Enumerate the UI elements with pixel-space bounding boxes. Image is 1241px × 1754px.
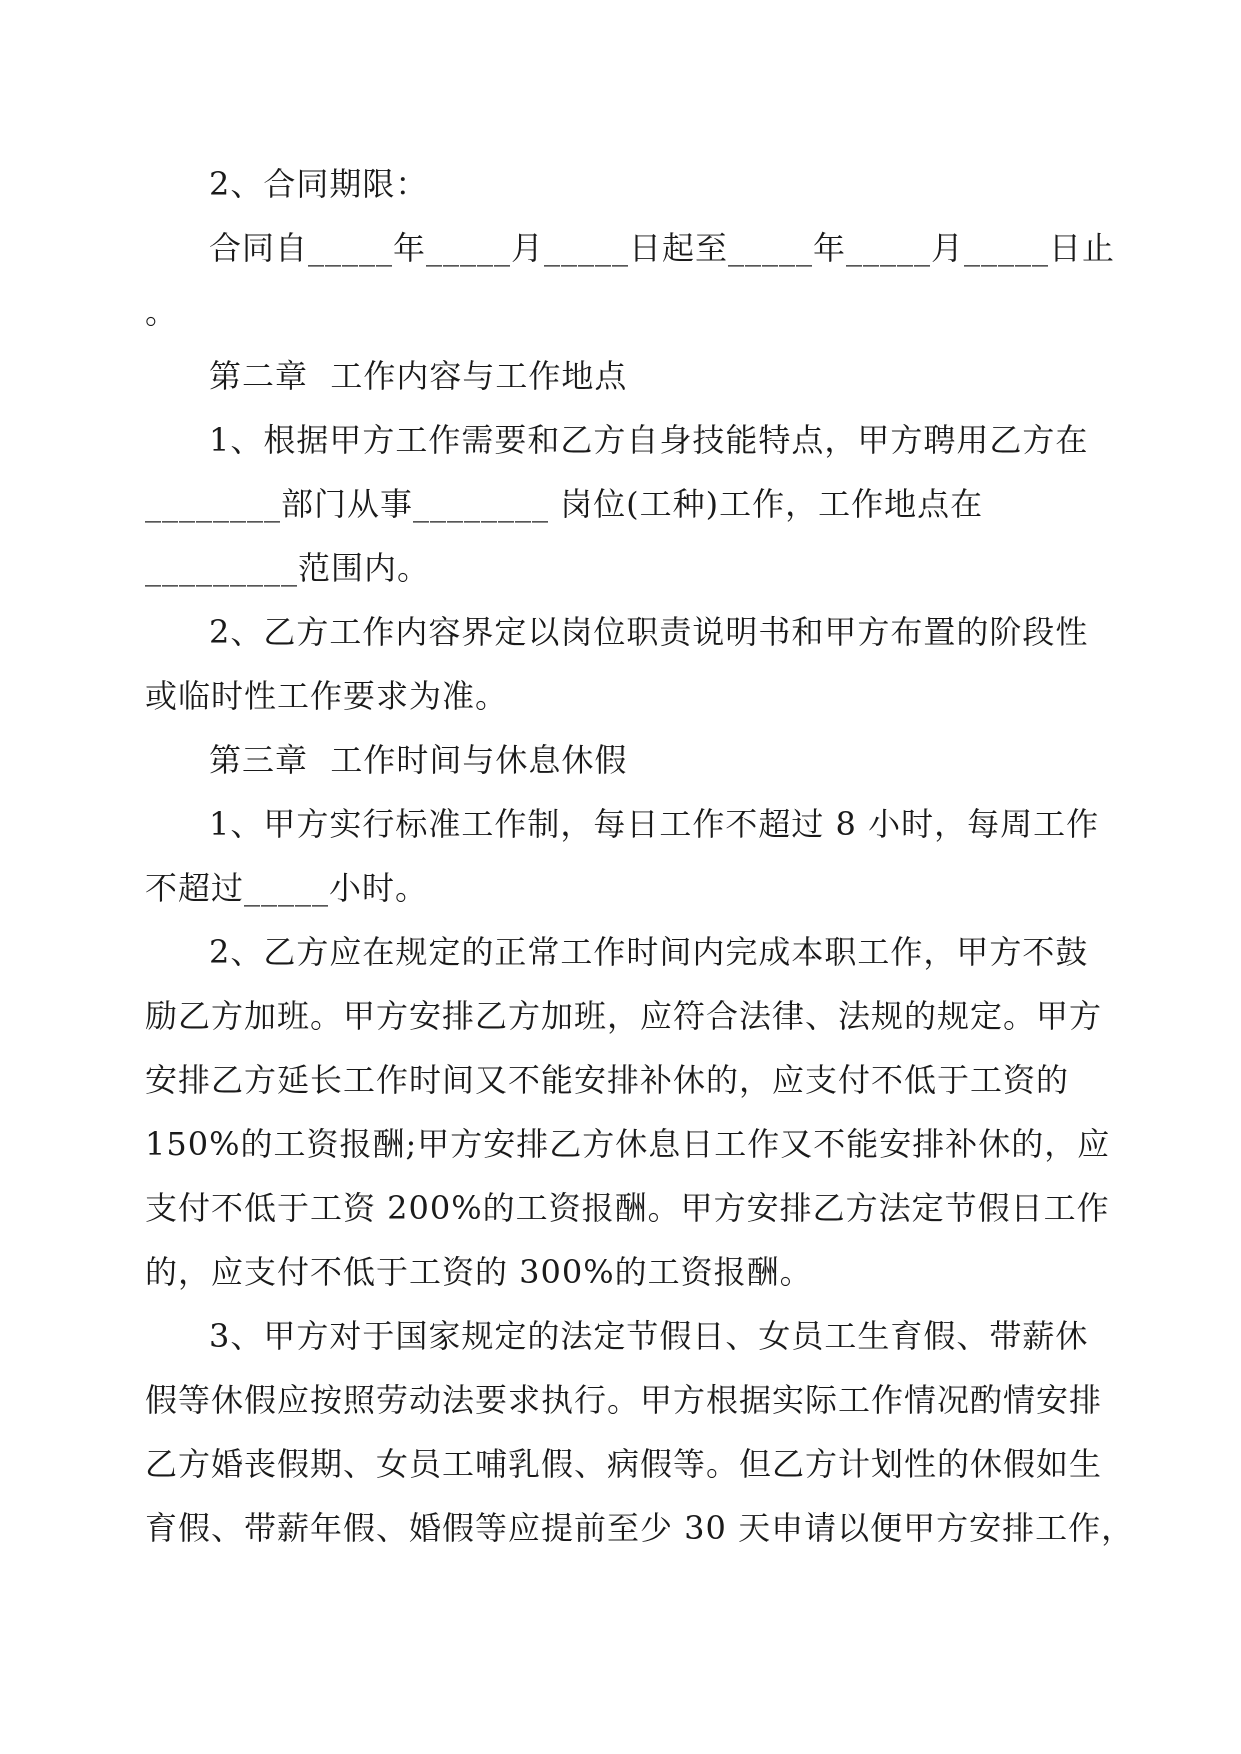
leave-clause-3-cont-1: 假等休假应按照劳动法要求执行。甲方根据实际工作情况酌情安排 [145, 1381, 1103, 1419]
work-content-clause-1: 1、根据甲方工作需要和乙方自身技能特点，甲方聘用乙方在 [209, 421, 1089, 459]
work-time-clause-2-end: 的，应支付不低于工资的 300%的工资报酬。 [145, 1253, 813, 1291]
work-time-clause-2-cont-1: 励乙方加班。甲方安排乙方加班，应符合法律、法规的规定。甲方 [145, 997, 1103, 1035]
leave-clause-3-cont-3: 育假、带薪年假、婚假等应提前至少 30 天申请以便甲方安排工作， [145, 1509, 1135, 1547]
work-time-clause-2: 2、乙方应在规定的正常工作时间内完成本职工作，甲方不鼓 [209, 933, 1089, 971]
work-time-clause-2-cont-3: 150%的工资报酬;甲方安排乙方休息日工作又不能安排补休的，应 [145, 1125, 1111, 1163]
leave-clause-3: 3、甲方对于国家规定的法定节假日、女员工生育假、带薪休 [209, 1317, 1089, 1355]
work-content-clause-2: 2、乙方工作内容界定以岗位职责说明书和甲方布置的阶段性 [209, 613, 1089, 651]
work-time-clause-2-cont-2: 安排乙方延长工作时间又不能安排补休的，应支付不低于工资的 [145, 1061, 1070, 1099]
contract-period-line: 合同自_____年_____月_____日起至_____年_____月_____日止 [209, 229, 1116, 267]
work-content-clause-2-end: 或临时性工作要求为准。 [145, 677, 509, 715]
document-body [145, 152, 1135, 1560]
chapter-three-heading: 第三章 工作时间与休息休假 [209, 741, 628, 779]
contract-period-line-end: 。 [145, 293, 179, 331]
clause-contract-term-heading: 2、合同期限： [209, 165, 429, 203]
work-time-clause-1: 1、甲方实行标准工作制，每日工作不超过 8 小时，每周工作 [209, 805, 1100, 843]
work-time-clause-1-end: 不超过_____小时。 [145, 869, 429, 907]
work-content-clause-1-end: _________范围内。 [145, 549, 431, 587]
chapter-two-heading: 第二章 工作内容与工作地点 [209, 357, 628, 395]
leave-clause-3-cont-2: 乙方婚丧假期、女员工哺乳假、病假等。但乙方计划性的休假如生 [145, 1445, 1103, 1483]
work-content-clause-1-cont: ________部门从事________ 岗位(工种)工作，工作地点在 [145, 485, 984, 523]
work-time-clause-2-cont-4: 支付不低于工资 200%的工资报酬。甲方安排乙方法定节假日工作 [145, 1189, 1110, 1227]
